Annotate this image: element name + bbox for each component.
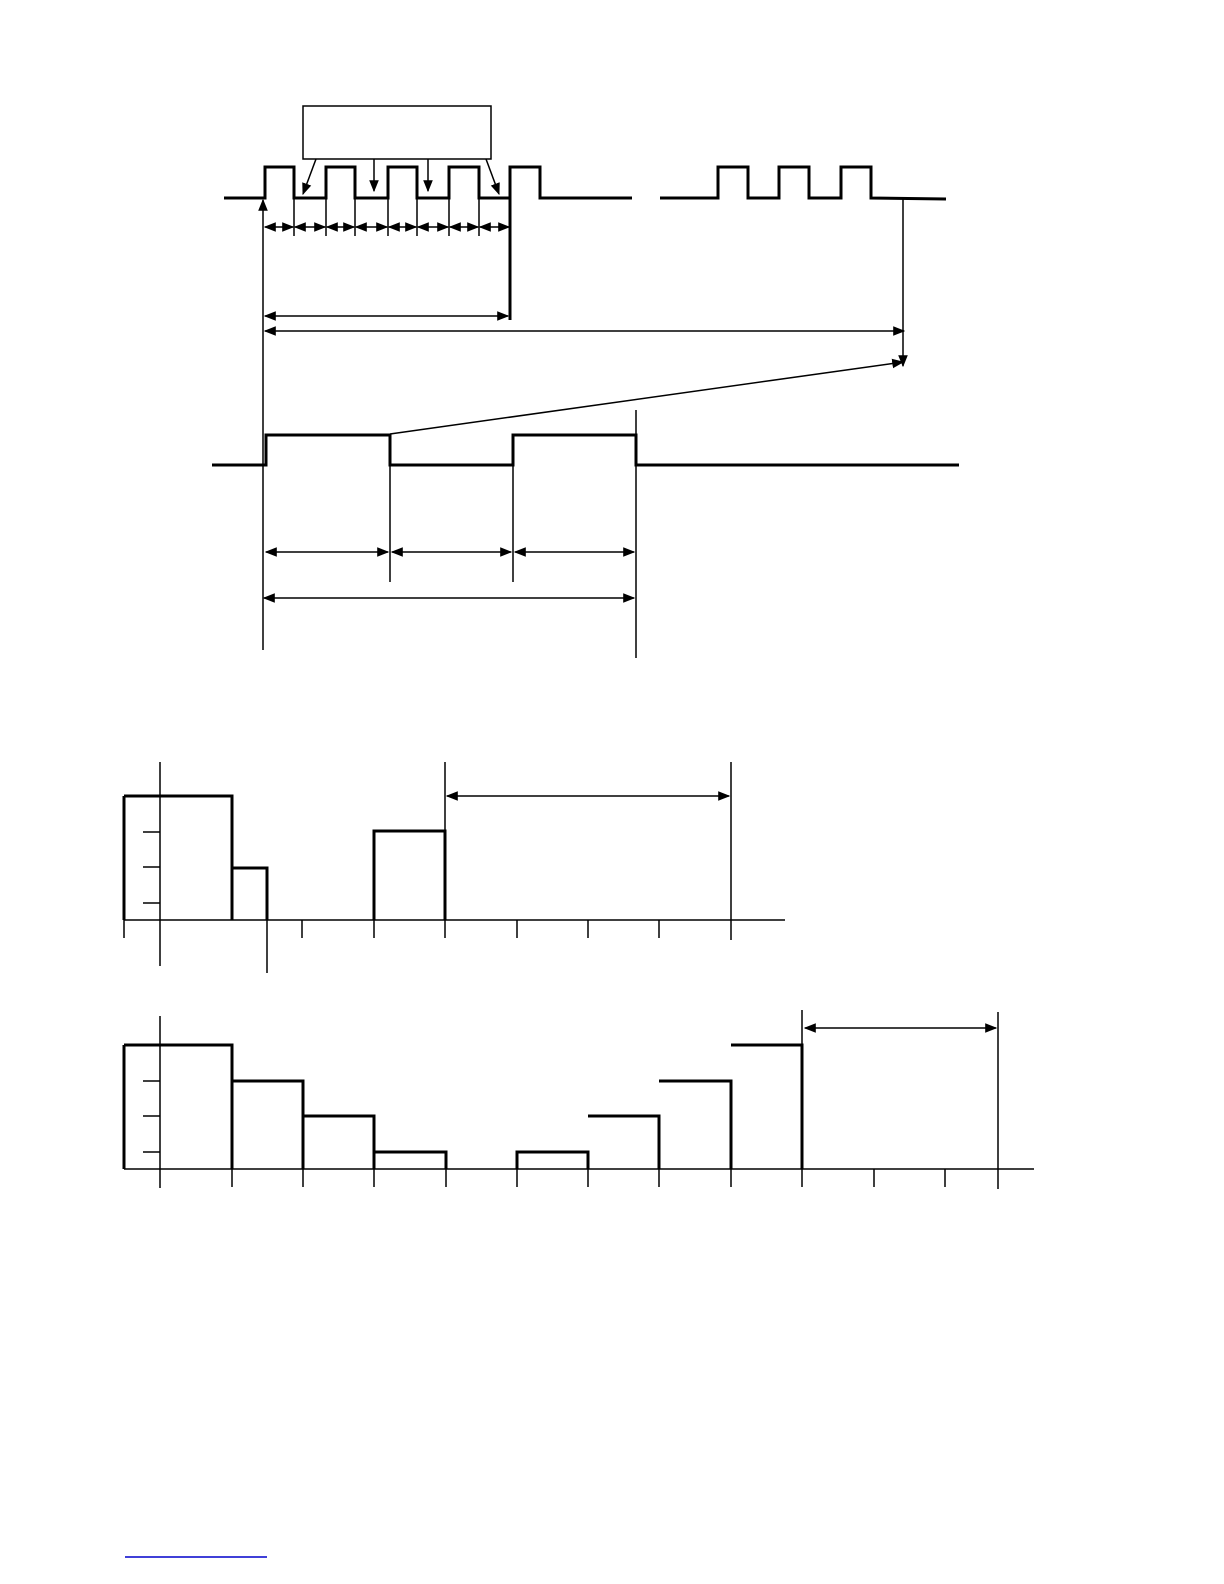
pulse-waveform-group-2 <box>660 167 946 199</box>
pulse-train-upper <box>224 106 946 650</box>
histogram-1-bars <box>124 796 445 920</box>
callout-arrow <box>486 159 499 194</box>
lower-waveform <box>212 362 959 658</box>
histogram-2-bars <box>124 1045 802 1169</box>
histogram-2 <box>124 1010 1034 1189</box>
lower-waveform-trace <box>212 435 959 465</box>
interval-arrows-row <box>265 198 509 236</box>
histogram-1 <box>124 762 785 973</box>
callout-arrow <box>303 159 316 194</box>
label-box <box>303 106 491 159</box>
expansion-line <box>390 362 903 434</box>
